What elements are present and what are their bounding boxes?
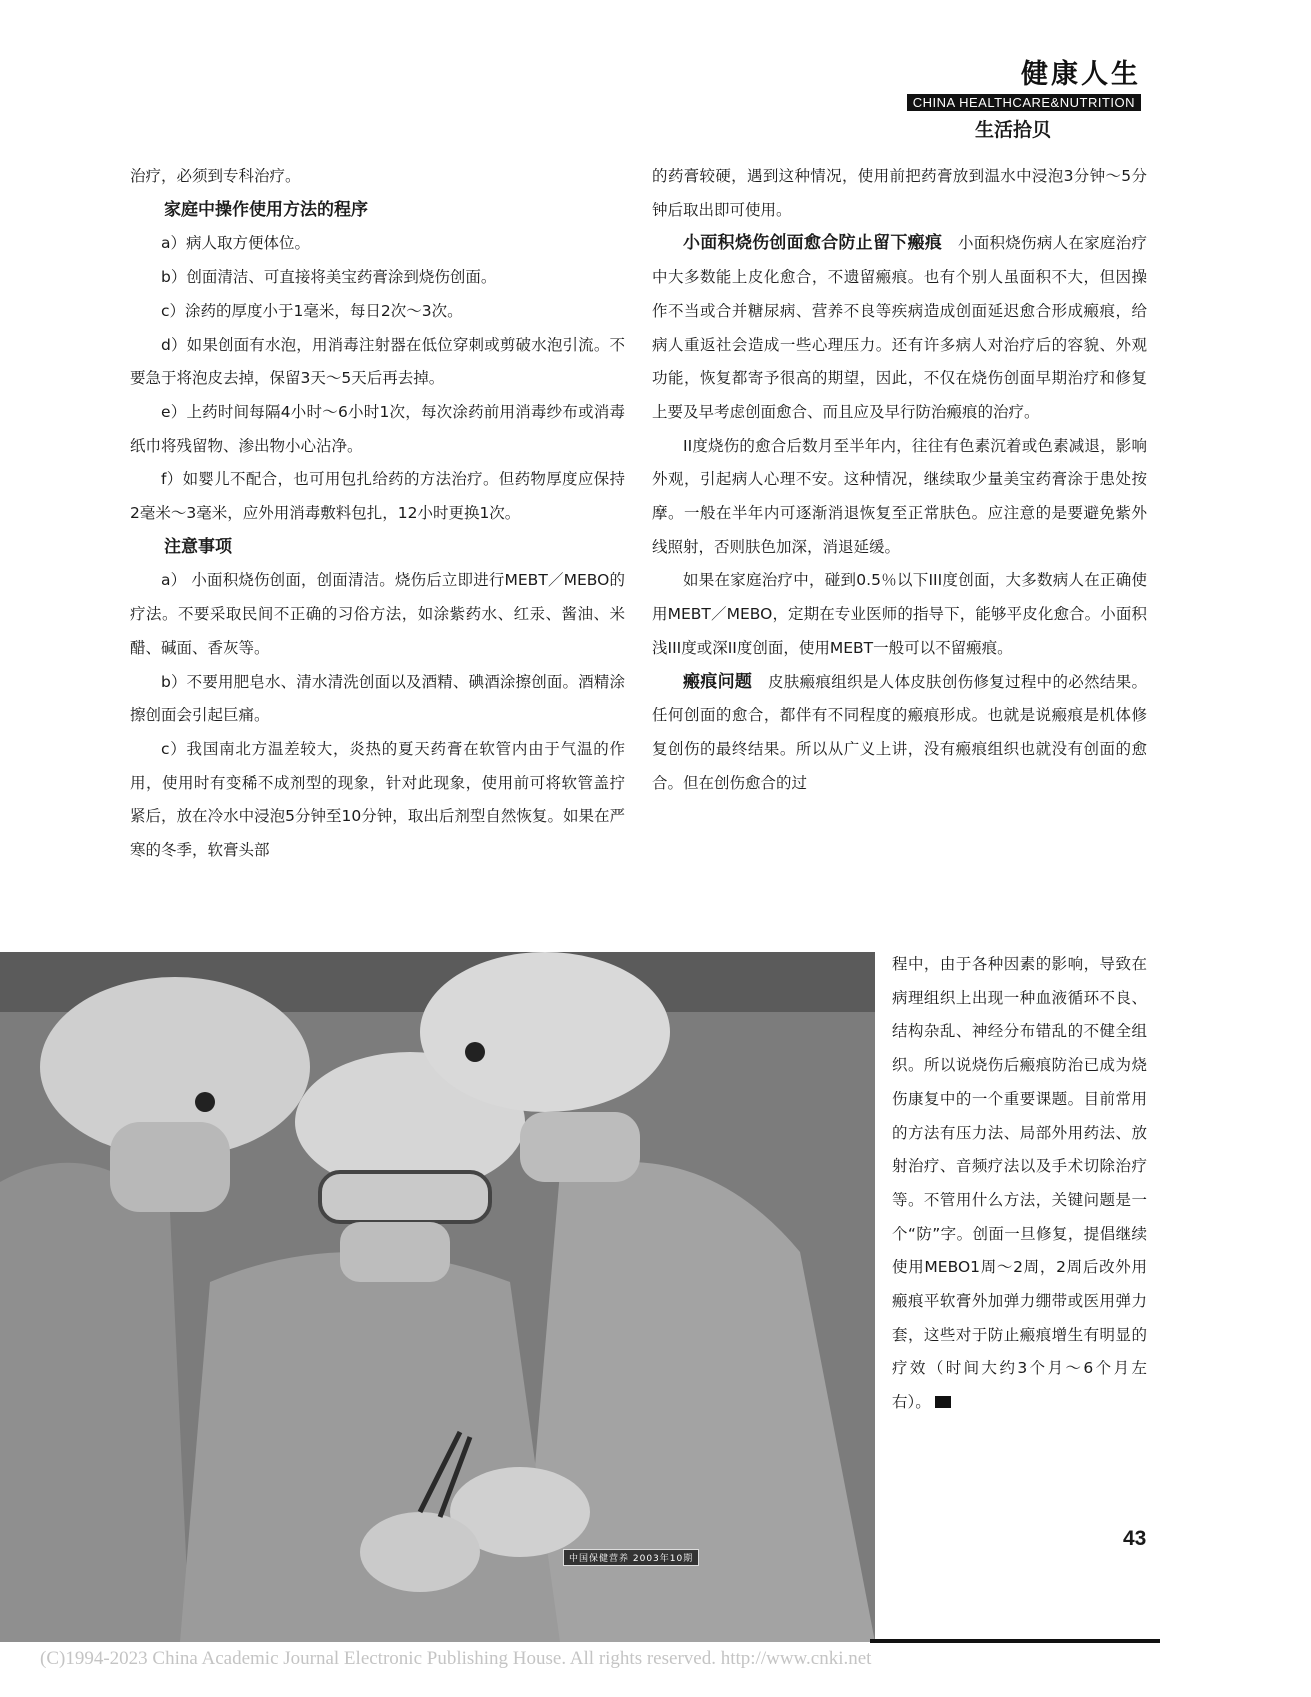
section-heading: 家庭中操作使用方法的程序 — [164, 199, 368, 220]
paragraph-text: 皮肤瘢痕组织是人体皮肤创伤修复过程中的必然结果。任何创面的愈合，都伴有不同程度的瘢痕形成。也就是说瘢痕是机体修复创伤的最终结果。所以从广义上讲，没有瘢痕组织也就没有创面的愈合。但在创伤愈合的过 — [652, 672, 1147, 792]
list-item: f）如婴儿不配合，也可用包扎给药的方法治疗。但药物厚度应保持2毫米～3毫米，应外用消毒敷料包扎，12小时更换1次。 — [130, 470, 625, 523]
paragraph-text: 程中，由于各种因素的影响，导致在病理组织上出现一种血液循环不良、结构杂乱、神经分布错乱的不健全组织。所以说烧伤后瘢痕防治已成为烧伤康复中的一个重要课题。目前常用的方法有压力法、局部外用药法、放射治疗、音频疗法以及手术切除治疗等。不管用什么方法，关键问题是一个“防”字。创面一旦修复，提倡继续使用MEBO1周～2周，2周后改外用瘢痕平软膏外加弹力绷带或医用弹力套，这些对于防止瘢痕增生有明显的疗效（时间大约3个月～6个月左右）。 — [892, 955, 1147, 1412]
right-column — [652, 160, 1147, 800]
list-item: d）如果创面有水泡，用消毒注射器在低位穿刺或剪破水泡引流。不要急于将泡皮去掉，保留3天～5天后再去掉。 — [130, 335, 625, 388]
list-item: c）涂药的厚度小于1毫米，每日2次～3次。 — [161, 301, 463, 320]
section-heading: 注意事项 — [164, 536, 232, 557]
magazine-title: 健康人生 — [1021, 59, 1141, 90]
list-item: b）不要用肥皂水、清水清洗创面以及酒精、碘酒涂擦创面。酒精涂擦创面会引起巨痛。 — [130, 672, 625, 725]
run-in-heading: 瘢痕问题 — [683, 671, 753, 692]
surgery-photo — [0, 952, 875, 1642]
end-mark-icon — [935, 1396, 951, 1408]
paragraph — [652, 227, 1147, 429]
paragraph — [652, 666, 1147, 801]
list-item: a）病人取方便体位。 — [161, 234, 310, 253]
footer-rule — [870, 1639, 1160, 1643]
run-in-heading: 小面积烧伤创面愈合防止留下瘢痕 — [683, 233, 943, 254]
list-item: a） 小面积烧伤创面，创面清洁。烧伤后立即进行MEBT／MEBO的疗法。不要采取民间不正确的习俗方法，如涂紫药水、红汞、酱油、米醋、碱面、香灰等。 — [130, 571, 625, 657]
list-item: c）我国南北方温差较大，炎热的夏天药膏在软管内由于气温的作用，使用时有变稀不成剂型的现象，针对此现象，使用前可将软管盖拧紧后，放在冷水中浸泡5分钟至10分钟，取出后剂型自然恢复。如果在严寒的冬季，软膏头部 — [130, 739, 625, 860]
section-name: 生活拾贝 — [974, 119, 1051, 141]
paragraph: 治疗，必须到专科治疗。 — [130, 167, 301, 185]
paragraph-text: 小面积烧伤病人在家庭治疗中大多数能上皮化愈合，不遗留瘢痕。也有个别人虽面积不大，但因操作不当或合并糖尿病、营养不良等疾病造成创面延迟愈合形成瘢痕，给病人重返社会造成一些心理压力。还有许多病人对治疗后的容貌、外观功能，恢复都寄予很高的期望，因此，不仅在烧伤创面早期治疗和修复上要及早考虑创面愈合、而且应及早行防治瘢痕的治疗。 — [652, 234, 1147, 421]
list-item: e）上药时间每隔4小时～6小时1次，每次涂药前用消毒纱布或消毒纸巾将残留物、渗出物小心沾净。 — [130, 402, 625, 455]
wrap-column — [892, 948, 1147, 1420]
page-number: 43 — [1123, 1527, 1147, 1550]
watermark: (C)1994-2023 China Academic Journal Electronic Publishing House. All rights reserved. http://www.cnki.net — [40, 1648, 872, 1669]
magazine-subtitle: CHINA HEALTHCARE&NUTRITION — [907, 94, 1141, 111]
paragraph: 的药膏较硬，遇到这种情况，使用前把药膏放到温水中浸泡3分钟～5分钟后取出即可使用。 — [652, 167, 1147, 219]
magazine-header — [907, 52, 1141, 142]
photo-credit: 中国保健营养 2003年10期 — [563, 1549, 699, 1566]
paragraph — [892, 948, 1147, 1420]
surgery-photo-illustration — [0, 952, 875, 1642]
paragraph: II度烧伤的愈合后数月至半年内，往往有色素沉着或色素减退，影响外观，引起病人心理不安。这种情况，继续取少量美宝药膏涂于患处按摩。一般在半年内可逐渐消退恢复至正常肤色。应注意的是要避免紫外线照射，否则肤色加深，消退延缓。 — [652, 436, 1147, 556]
list-item: b）创面清洁、可直接将美宝药膏涂到烧伤创面。 — [161, 268, 497, 287]
paragraph: 如果在家庭治疗中，碰到0.5％以下III度创面，大多数病人在正确使用MEBT／MEBO，定期在专业医师的指导下，能够平皮化愈合。小面积浅III度或深II度创面，使用MEBT一般可以不留瘢痕。 — [652, 571, 1147, 657]
left-column — [130, 160, 625, 868]
